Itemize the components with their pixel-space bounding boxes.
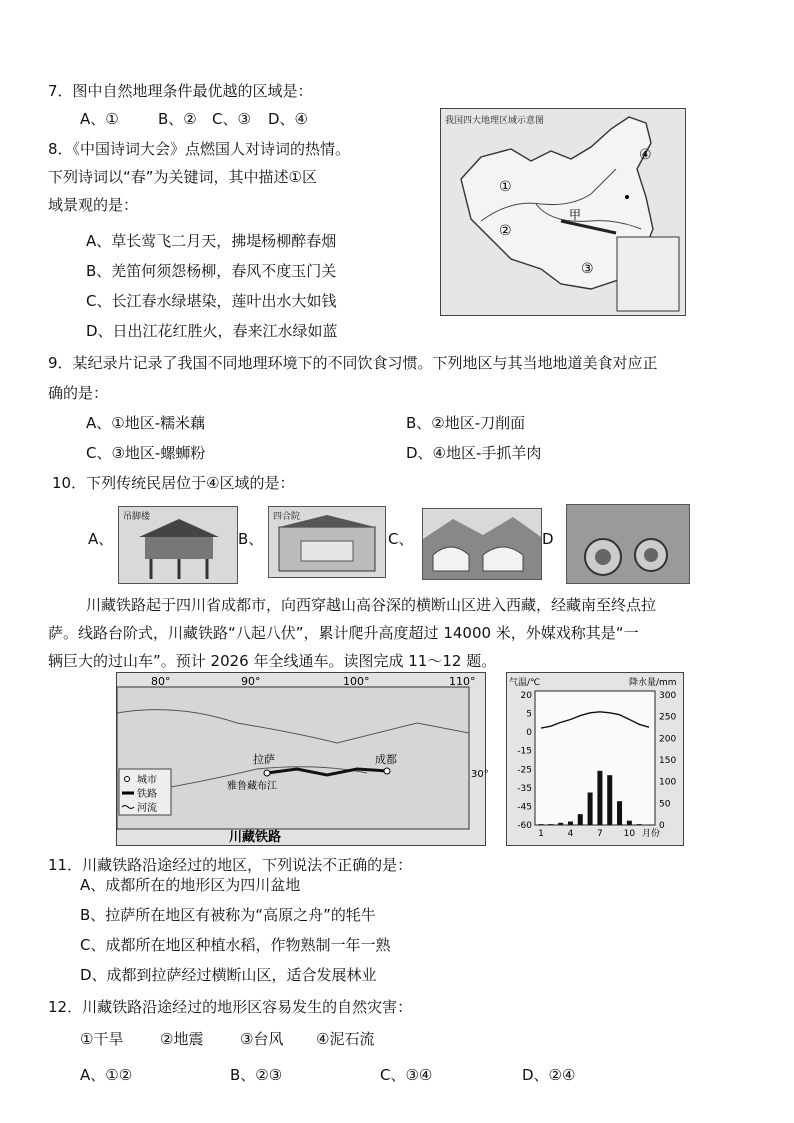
legend-river: 河流 (137, 803, 157, 814)
q7-option-b[interactable]: B、② (158, 110, 197, 128)
q11-option-d[interactable]: D、成都到拉萨经过横断山区，适合发展林业 (80, 966, 377, 984)
q9-option-b[interactable]: B、②地区-刀削面 (406, 414, 526, 432)
precipitation-bar (617, 801, 622, 825)
q12-item-2: ②地震 (160, 1030, 204, 1048)
capital-point (625, 195, 629, 199)
left-tick-label: -60 (517, 821, 532, 831)
precipitation-bar (607, 775, 612, 825)
region-label-2: ② (499, 223, 512, 239)
climate-chart (506, 672, 684, 846)
q12-option-b[interactable]: B、②③ (230, 1066, 283, 1084)
q11-stem: 11．川藏铁路沿途经过的地区，下列说法不正确的是： (48, 856, 413, 874)
right-axis-title: 降水量/mm (629, 678, 677, 688)
precipitation-bar (578, 814, 583, 825)
left-tick-label: -45 (517, 802, 532, 813)
legend-city: 城市 (137, 775, 157, 786)
q10-option-c-label[interactable]: C、 (388, 530, 414, 548)
railway-map-svg (117, 673, 489, 845)
plot-frame (535, 691, 655, 825)
right-tick-label: 250 (659, 712, 677, 723)
q9-option-d[interactable]: D、④地区-手抓羊肉 (406, 444, 542, 462)
south-sea-inset (617, 237, 679, 311)
q9-stem-line2: 确的是： (48, 384, 109, 402)
q9-option-a[interactable]: A、①地区-糯米藕 (86, 414, 206, 432)
q7-option-c[interactable]: C、③ (212, 110, 251, 128)
precipitation-bar (558, 823, 563, 825)
x-tick-label: 10 (623, 829, 636, 839)
x-tick-label: 1 (538, 829, 544, 839)
q10-stem: 10．下列传统民居位于④区域的是： (52, 474, 295, 492)
q9-option-c[interactable]: C、③地区-螺蛳粉 (86, 444, 206, 462)
passage-line1: 川藏铁路起于四川省成都市，向西穿越山高谷深的横断山区进入西藏，经藏南至终点拉 (86, 596, 657, 614)
right-tick-label: 0 (659, 821, 665, 831)
map2-caption: 川藏铁路 (229, 830, 282, 845)
right-tick-label: 150 (659, 756, 677, 766)
q10-option-d-label[interactable]: D (542, 530, 554, 548)
lhasa-label: 拉萨 (253, 753, 275, 766)
q10-image-b[interactable] (268, 506, 386, 578)
q7-option-a[interactable]: A、① (80, 110, 119, 128)
q8-stem-line2: 下列诗词以“春”为关键词，其中描述①区 (48, 168, 317, 186)
left-tick-label: 5 (526, 709, 532, 720)
precipitation-bar (548, 824, 553, 825)
left-tick-label: 0 (526, 728, 532, 739)
q10-image-a[interactable] (118, 506, 238, 584)
region-label-4: ④ (639, 147, 652, 163)
label-jia: 甲 (569, 208, 582, 222)
q7-stem: 7．图中自然地理条件最优越的区域是： (48, 82, 313, 100)
left-tick-label: -15 (517, 746, 532, 757)
tulou-icon (567, 505, 689, 583)
q8-option-c[interactable]: C、长江春水绿堪染，莲叶出水大如钱 (86, 292, 337, 310)
yurt-icon (423, 509, 541, 579)
image-b-tag: 四合院 (273, 512, 301, 522)
lon-90: 90° (241, 675, 261, 688)
precipitation-bar (627, 821, 632, 825)
q12-option-c[interactable]: C、③④ (380, 1066, 433, 1084)
q12-item-1: ①干旱 (80, 1030, 124, 1048)
left-axis-title: 气温/℃ (509, 678, 541, 688)
chengdu-label: 成都 (375, 753, 397, 766)
q12-option-a[interactable]: A、①② (80, 1066, 133, 1084)
precipitation-bar (568, 822, 573, 825)
q8-stem-line3: 域景观的是： (48, 196, 139, 214)
q11-option-a[interactable]: A、成都所在的地形区为四川盆地 (80, 876, 301, 894)
legend-railway: 铁路 (137, 789, 157, 800)
precipitation-bar (597, 771, 602, 825)
q10-image-d[interactable] (566, 504, 690, 584)
x-tick-label: 7 (597, 829, 603, 839)
climate-chart-svg (507, 673, 683, 845)
right-tick-label: 100 (659, 777, 677, 788)
left-tick-label: 20 (520, 691, 532, 701)
region-label-3: ③ (581, 261, 594, 277)
q8-option-b[interactable]: B、羌笛何须怨杨柳，春风不度玉门关 (86, 262, 337, 280)
chengdu-point (384, 768, 390, 774)
river-label: 雅鲁藏布江 (227, 781, 277, 792)
q10-image-c[interactable] (422, 508, 542, 580)
left-tick-label: -35 (517, 783, 532, 794)
q8-option-a[interactable]: A、草长莺飞二月天，拂堤杨柳醉春烟 (86, 232, 337, 250)
lat-30: 30° (471, 769, 489, 780)
lon-100: 100° (343, 675, 370, 688)
lhasa-point (264, 770, 270, 776)
railway-map (116, 672, 489, 846)
china-regions-map-svg (441, 109, 685, 315)
q12-item-3: ③台风 (240, 1030, 284, 1048)
q12-stem: 12．川藏铁路沿途经过的地形区容易发生的自然灾害： (48, 998, 413, 1016)
q8-option-d[interactable]: D、日出江花红胜火，春来江水绿如蓝 (86, 322, 338, 340)
x-tick-label: 4 (567, 829, 574, 839)
q11-option-b[interactable]: B、拉萨所在地区有被称为“高原之舟”的牦牛 (80, 906, 376, 924)
china-regions-map (440, 108, 686, 316)
precipitation-bar (539, 824, 544, 825)
passage-line3: 辆巨大的过山车”。预计 2026 年全线通车。读图完成 11～12 题。 (48, 652, 497, 670)
lon-80: 80° (151, 675, 171, 688)
precipitation-bar (588, 793, 593, 826)
region-label-1: ① (499, 179, 512, 195)
q11-option-c[interactable]: C、成都所在地区种植水稻，作物熟制一年一熟 (80, 936, 391, 954)
map1-title: 我国四大地理区域示意图 (445, 116, 545, 126)
lon-110: 110° (449, 675, 476, 688)
q9-stem-line1: 9．某纪录片记录了我国不同地理环境下的不同饮食习惯。下列地区与其当地地道美食对应正 (48, 354, 658, 372)
passage-line2: 萨。线路台阶式，川藏铁路“八起八伏”，累计爬升高度超过 14000 米，外媒戏称其是“一 (48, 624, 639, 642)
image-a-tag: 吊脚楼 (123, 512, 151, 522)
q10-option-a-label[interactable]: A、 (88, 530, 114, 548)
right-tick-label: 200 (659, 734, 677, 745)
q10-option-b-label[interactable]: B、 (238, 530, 264, 548)
right-tick-label: 300 (659, 691, 677, 701)
q8-stem-line1: 8．《中国诗词大会》点燃国人对诗词的热情。 (48, 140, 351, 158)
left-tick-label: -25 (517, 765, 532, 776)
right-tick-label: 50 (659, 799, 671, 810)
q12-item-4: ④泥石流 (316, 1030, 375, 1048)
q7-option-d[interactable]: D、④ (268, 110, 308, 128)
q12-option-d[interactable]: D、②④ (522, 1066, 576, 1084)
precipitation-bar (637, 824, 642, 825)
x-axis-title: 月份 (641, 829, 661, 839)
